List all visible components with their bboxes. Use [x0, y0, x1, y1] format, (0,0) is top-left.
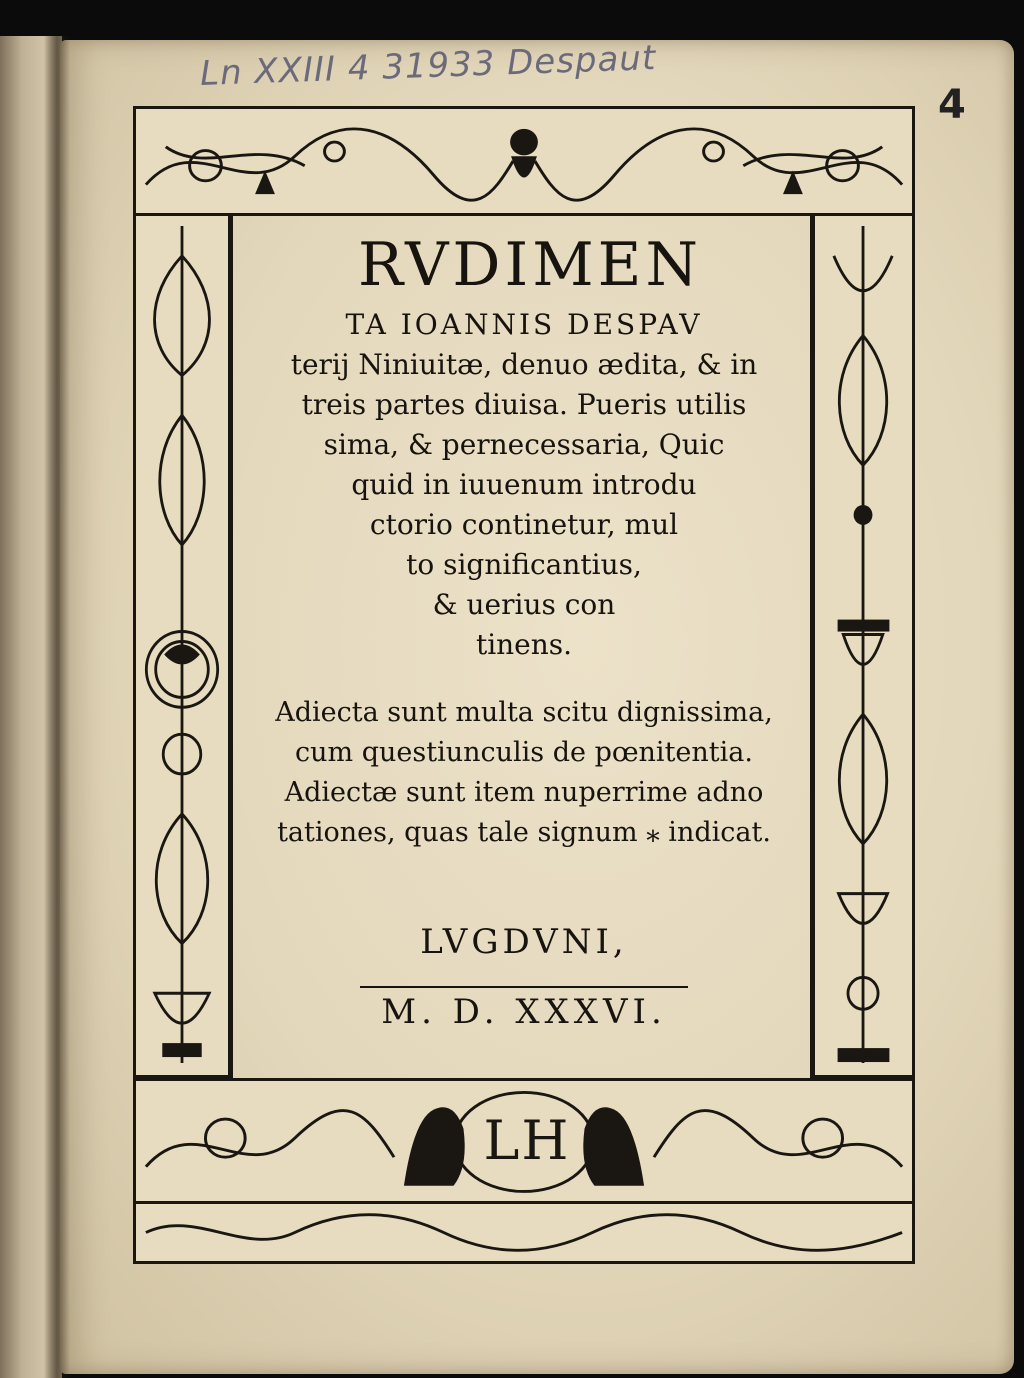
- addition-line: Adiectæ sunt item nuperrime adno: [284, 777, 764, 808]
- title-heading: RVDIMEN: [358, 230, 702, 300]
- title-line: sima, & pernecessaria, Quic: [323, 428, 725, 461]
- title-line: TA IOANNIS DESPAV: [345, 308, 703, 341]
- title-line: treis partes diuisa. Pueris utilis: [301, 388, 747, 421]
- addition-line: cum questiunculis de pœnitentia.: [295, 737, 753, 768]
- title-line: to significantius,: [406, 548, 642, 581]
- imprint-place: LVGDVNI,: [420, 922, 628, 962]
- imprint-divider: [360, 986, 688, 988]
- book-gutter-shadow: [44, 36, 70, 1378]
- addition-line: tationes, quas tale signum ⁎ indicat.: [277, 817, 771, 848]
- printer-device-band: [133, 1078, 915, 1204]
- ornamental-border-right: [812, 216, 915, 1078]
- printer-monogram: LH: [483, 1109, 571, 1172]
- ornamental-border-base: [133, 1204, 915, 1264]
- folio-number: 4: [938, 82, 967, 128]
- manuscript-shelfmark: Ln XXIII 4 31933 Despaut: [199, 38, 657, 94]
- ornamental-border-top: [133, 106, 915, 216]
- title-line: terij Niniuitæ, denuo ædita, & in: [290, 348, 758, 381]
- title-line: tinens.: [475, 628, 573, 661]
- imprint-year: M. D. XXXVI.: [381, 992, 667, 1032]
- title-line: & uerius con: [432, 588, 616, 621]
- title-line: quid in iuuenum introdu: [351, 468, 697, 501]
- title-page: [60, 40, 1014, 1374]
- title-line: ctorio continetur, mul: [369, 508, 679, 541]
- ornamental-border-left: [133, 216, 231, 1078]
- book-spread: [0, 36, 1024, 1378]
- addition-line: Adiecta sunt multa scitu dignissima,: [275, 697, 773, 728]
